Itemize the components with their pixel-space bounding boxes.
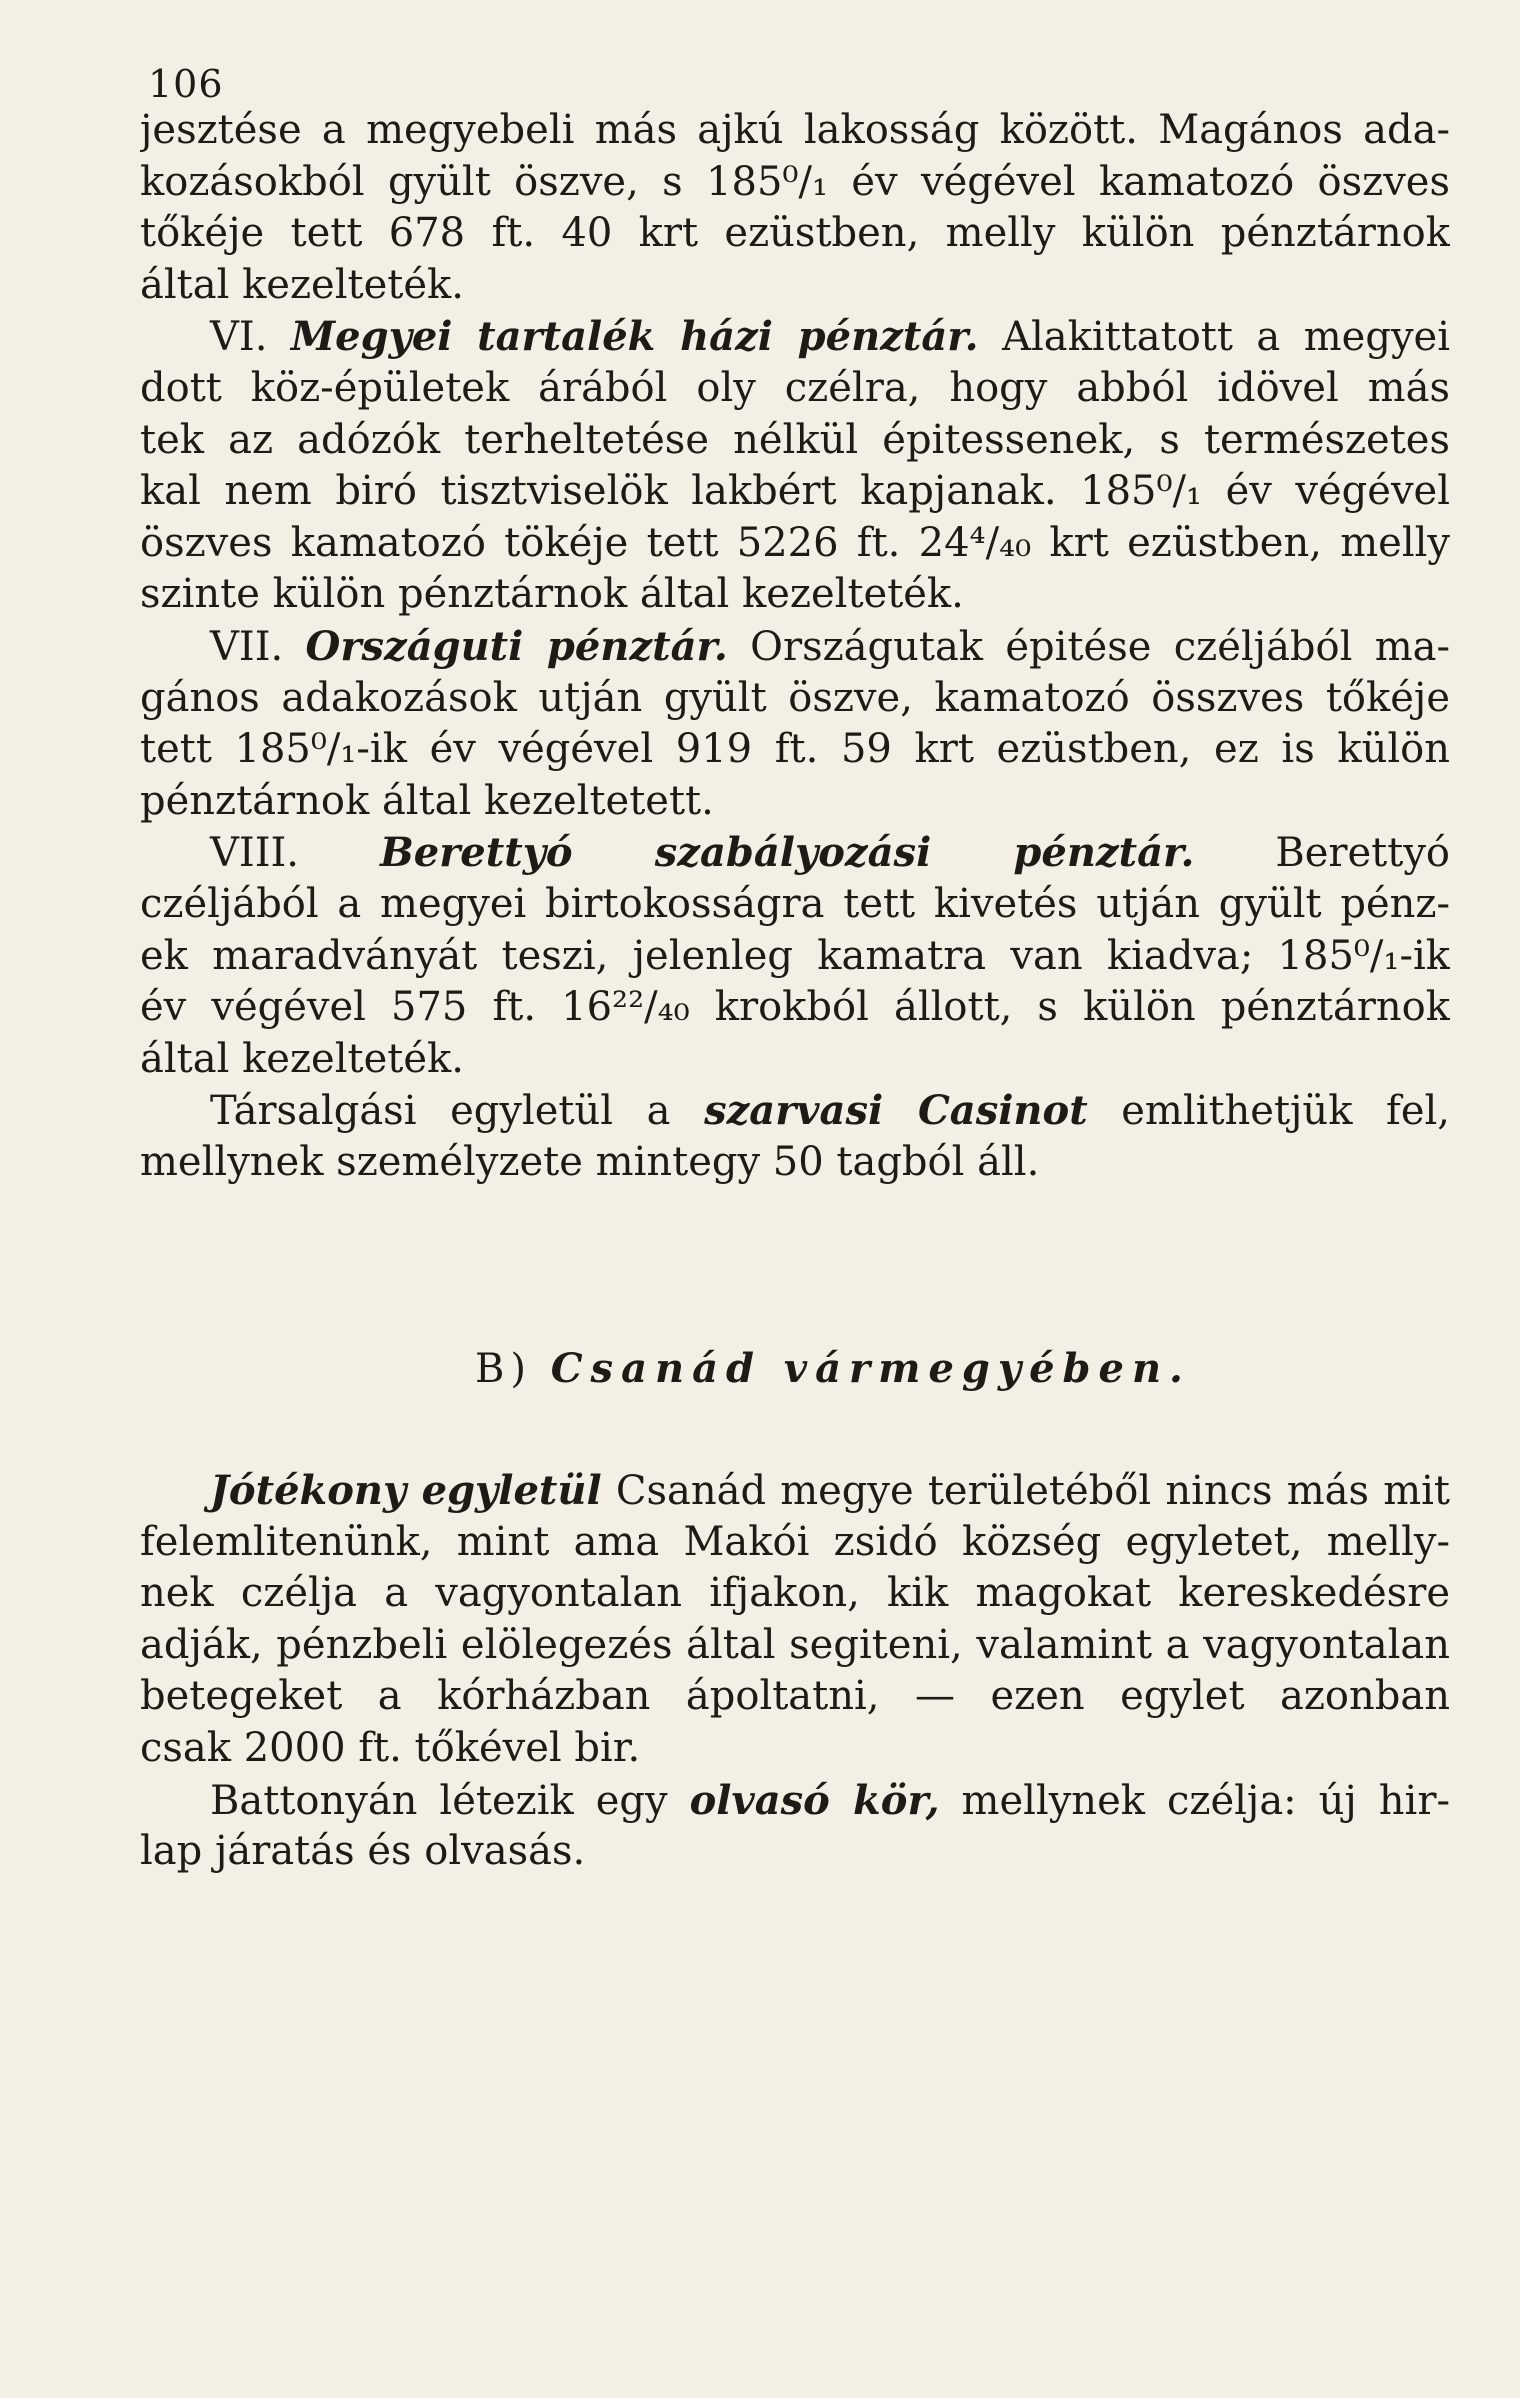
text-line: [140, 518, 1450, 570]
text-run: VI.: [210, 314, 291, 361]
text-run: VIII.: [210, 830, 380, 877]
italic-phrase: szarvasi Casinot: [704, 1087, 1088, 1135]
text-line: [140, 931, 1450, 983]
text-run: Társalgási egyletül a: [210, 1088, 705, 1135]
text-run: öszves kamatozó tökéje tett 5226 ft. 24⁴/₄₀ krt ezüstben, melly: [140, 519, 1450, 566]
text-line: [140, 1723, 1450, 1775]
text-run: szinte külön pénztárnok által kezelteték.: [140, 571, 964, 618]
text-line: [140, 466, 1450, 518]
italic-phrase: Jótékony egyletül: [210, 1467, 602, 1514]
text-run: ek maradványát teszi, jelenleg kamatra van kiadva; 185⁰/₁-ik: [140, 932, 1450, 979]
text-line: [140, 1620, 1450, 1672]
text-run: betegeket a kórházban ápoltatni, — ezen egylet azonban: [140, 1673, 1450, 1720]
text-run: csak 2000 ft. tőkével bir.: [140, 1724, 641, 1771]
text-line: [140, 724, 1450, 776]
text-line: [140, 1826, 1450, 1878]
text-line: [140, 1517, 1450, 1569]
text-line: [140, 260, 1450, 312]
text-run: lap járatás és olvasás.: [140, 1828, 586, 1875]
text-line: [140, 1775, 1450, 1827]
text-run: év végével 575 ft. 16²²/₄₀ krokból állott, s külön pénztárnok: [140, 984, 1450, 1031]
text-run: kozásokból gyült öszve, s 185⁰/₁ év végével kamatozó öszves: [140, 158, 1450, 205]
text-run: felemlitenünk, mint ama Makói zsidó község egyletet, melly-: [140, 1518, 1450, 1565]
text-run: tőkéje tett 678 ft. 40 krt ezüstben, melly külön pénztárnok: [140, 210, 1450, 257]
text-run: emlithetjük fel,: [1087, 1088, 1450, 1135]
text-run: pénztárnok által kezeltetett.: [140, 777, 714, 824]
text-line: [140, 1671, 1450, 1723]
text-line: [140, 827, 1450, 879]
text-line: [140, 105, 1450, 157]
text-run: Csanád megye területéből nincs más mit: [601, 1468, 1450, 1514]
text-run: által kezelteték.: [140, 1035, 464, 1082]
text-run: adják, pénzbeli elölegezés által segiteni, valamint a vagyontalan: [140, 1621, 1450, 1668]
section-heading-prefix: B): [475, 1346, 551, 1392]
text-block-main: [140, 105, 1450, 1188]
text-run: kal nem biró tisztviselök lakbért kapjanak. 185⁰/₁ év végével: [140, 468, 1450, 515]
italic-phrase: Országuti pénztár.: [305, 622, 728, 670]
text-line: [140, 1568, 1450, 1620]
text-line: [140, 1137, 1450, 1189]
text-run: VII.: [210, 623, 306, 670]
text-run: jesztése a megyebeli más ajkú lakosság között. Magános ada-: [140, 107, 1450, 153]
section-heading: [475, 1345, 1191, 1392]
italic-phrase: olvasó kör,: [689, 1776, 940, 1824]
text-line: [140, 1034, 1450, 1086]
text-run: nek czélja a vagyontalan ifjakon, kik magokat kereskedésre: [140, 1570, 1450, 1617]
text-run: mellynek czélja: új hir-: [939, 1777, 1450, 1824]
text-line: [140, 363, 1450, 415]
text-line: [140, 311, 1450, 363]
text-run: Battonyán létezik egy: [210, 1777, 690, 1824]
text-run: tek az adózók terheltetése nélkül épitessenek, s természetes: [140, 416, 1450, 463]
text-run: Alakittatott a megyei: [1002, 314, 1450, 361]
text-run: által kezelteték.: [140, 261, 464, 308]
text-run: tett 185⁰/₁-ik év végével 919 ft. 59 krt ezüstben, ez is külön: [140, 726, 1450, 773]
text-run: dott köz-épületek árából oly czélra, hogy abból idövel más: [140, 364, 1450, 411]
text-line: [140, 982, 1450, 1034]
text-line: [140, 776, 1450, 828]
text-run: Berettyó: [1275, 830, 1450, 877]
text-line: [140, 157, 1450, 209]
text-line: [140, 673, 1450, 725]
text-block-csanad: [140, 1465, 1450, 1878]
italic-phrase: Megyei tartalék házi pénztár.: [290, 313, 979, 361]
text-line: [140, 569, 1450, 621]
text-run: Országutak épitése czéljából ma-: [727, 623, 1450, 670]
text-line: [140, 208, 1450, 260]
text-run: mellynek személyzete mintegy 50 tagból áll.: [140, 1138, 1040, 1185]
text-line: [140, 1465, 1450, 1517]
text-run: gános adakozások utján gyült öszve, kamatozó összves tőkéje: [140, 674, 1450, 721]
page-number: 106: [148, 62, 224, 106]
text-line: [140, 621, 1450, 673]
text-line: [140, 879, 1450, 931]
section-heading-title: Csanád vármegyében.: [550, 1345, 1191, 1392]
italic-phrase: Berettyó szabályozási pénztár.: [379, 829, 1195, 877]
text-run: czéljából a megyei birtokosságra tett kivetés utján gyült pénz-: [140, 880, 1450, 927]
text-line: [140, 1085, 1450, 1137]
text-line: [140, 415, 1450, 467]
